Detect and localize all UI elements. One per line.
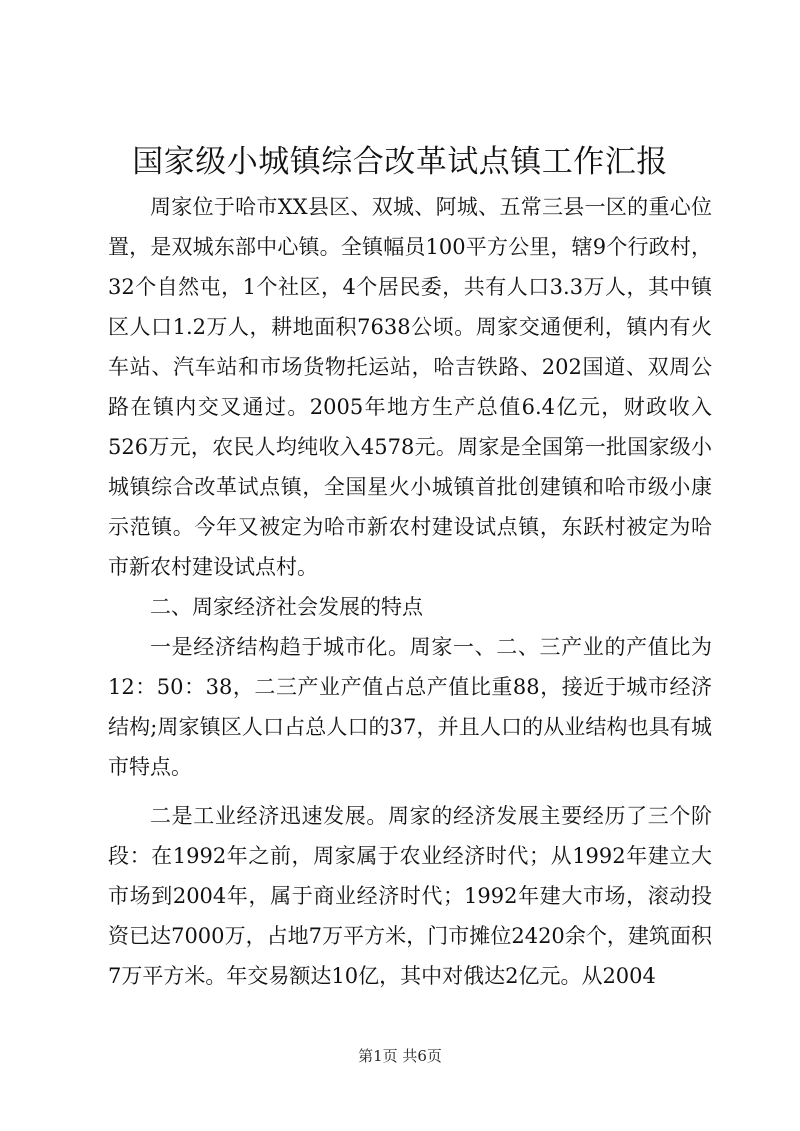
- page-number-footer: 第1页 共6页: [358, 1047, 442, 1065]
- paragraph-industrial-development: 二是工业经济迅速发展。周家的经济发展主要经历了三个阶段：在1992年之前，周家属于农业经济时代；从1992年建立大市场到2004年，属于商业经济时代；1992年建大市场，滚动投资已达7000万，占地7万平方米，门市摊位2420余个，建筑面积7万平方米。年交易额达10亿，其中对俄达2亿元。从2004: [108, 804, 712, 988]
- paragraph-intro: 周家位于哈市XX县区、双城、阿城、五常三县一区的重心位置，是双城东部中心镇。全镇幅员100平方公里，辖9个行政村，32个自然屯，1个社区，4个居民委，共有人口3.3万人，其中镇区人口1.2万人，耕地面积7638公顷。周家交通便利，镇内有火车站、汽车站和市场货物托运站，哈吉铁路、202国道、双周公路在镇内交叉通过。2005年地方生产总值6.4亿元，财政收入526万元，农民人均纯收入4578元。周家是全国第一批国家级小城镇综合改革试点镇，全国星火小城镇首批创建镇和哈市级小康示范镇。今年又被定为哈市新农村建设试点镇，东跃村被定为哈市新农村建设试点村。: [108, 195, 712, 579]
- document-title: 国家级小城镇综合改革试点镇工作汇报: [132, 144, 668, 180]
- section-heading: 二、周家经济社会发展的特点: [150, 595, 423, 619]
- paragraph-economic-structure: 一是经济结构趋于城市化。周家一、二、三产业的产值比为12：50：38，二三产业产值占总产值比重88，接近于城市经济结构;周家镇区人口占总人口的37，并且人口的从业结构也具有城市特点。: [108, 635, 712, 779]
- document-body: [108, 187, 712, 996]
